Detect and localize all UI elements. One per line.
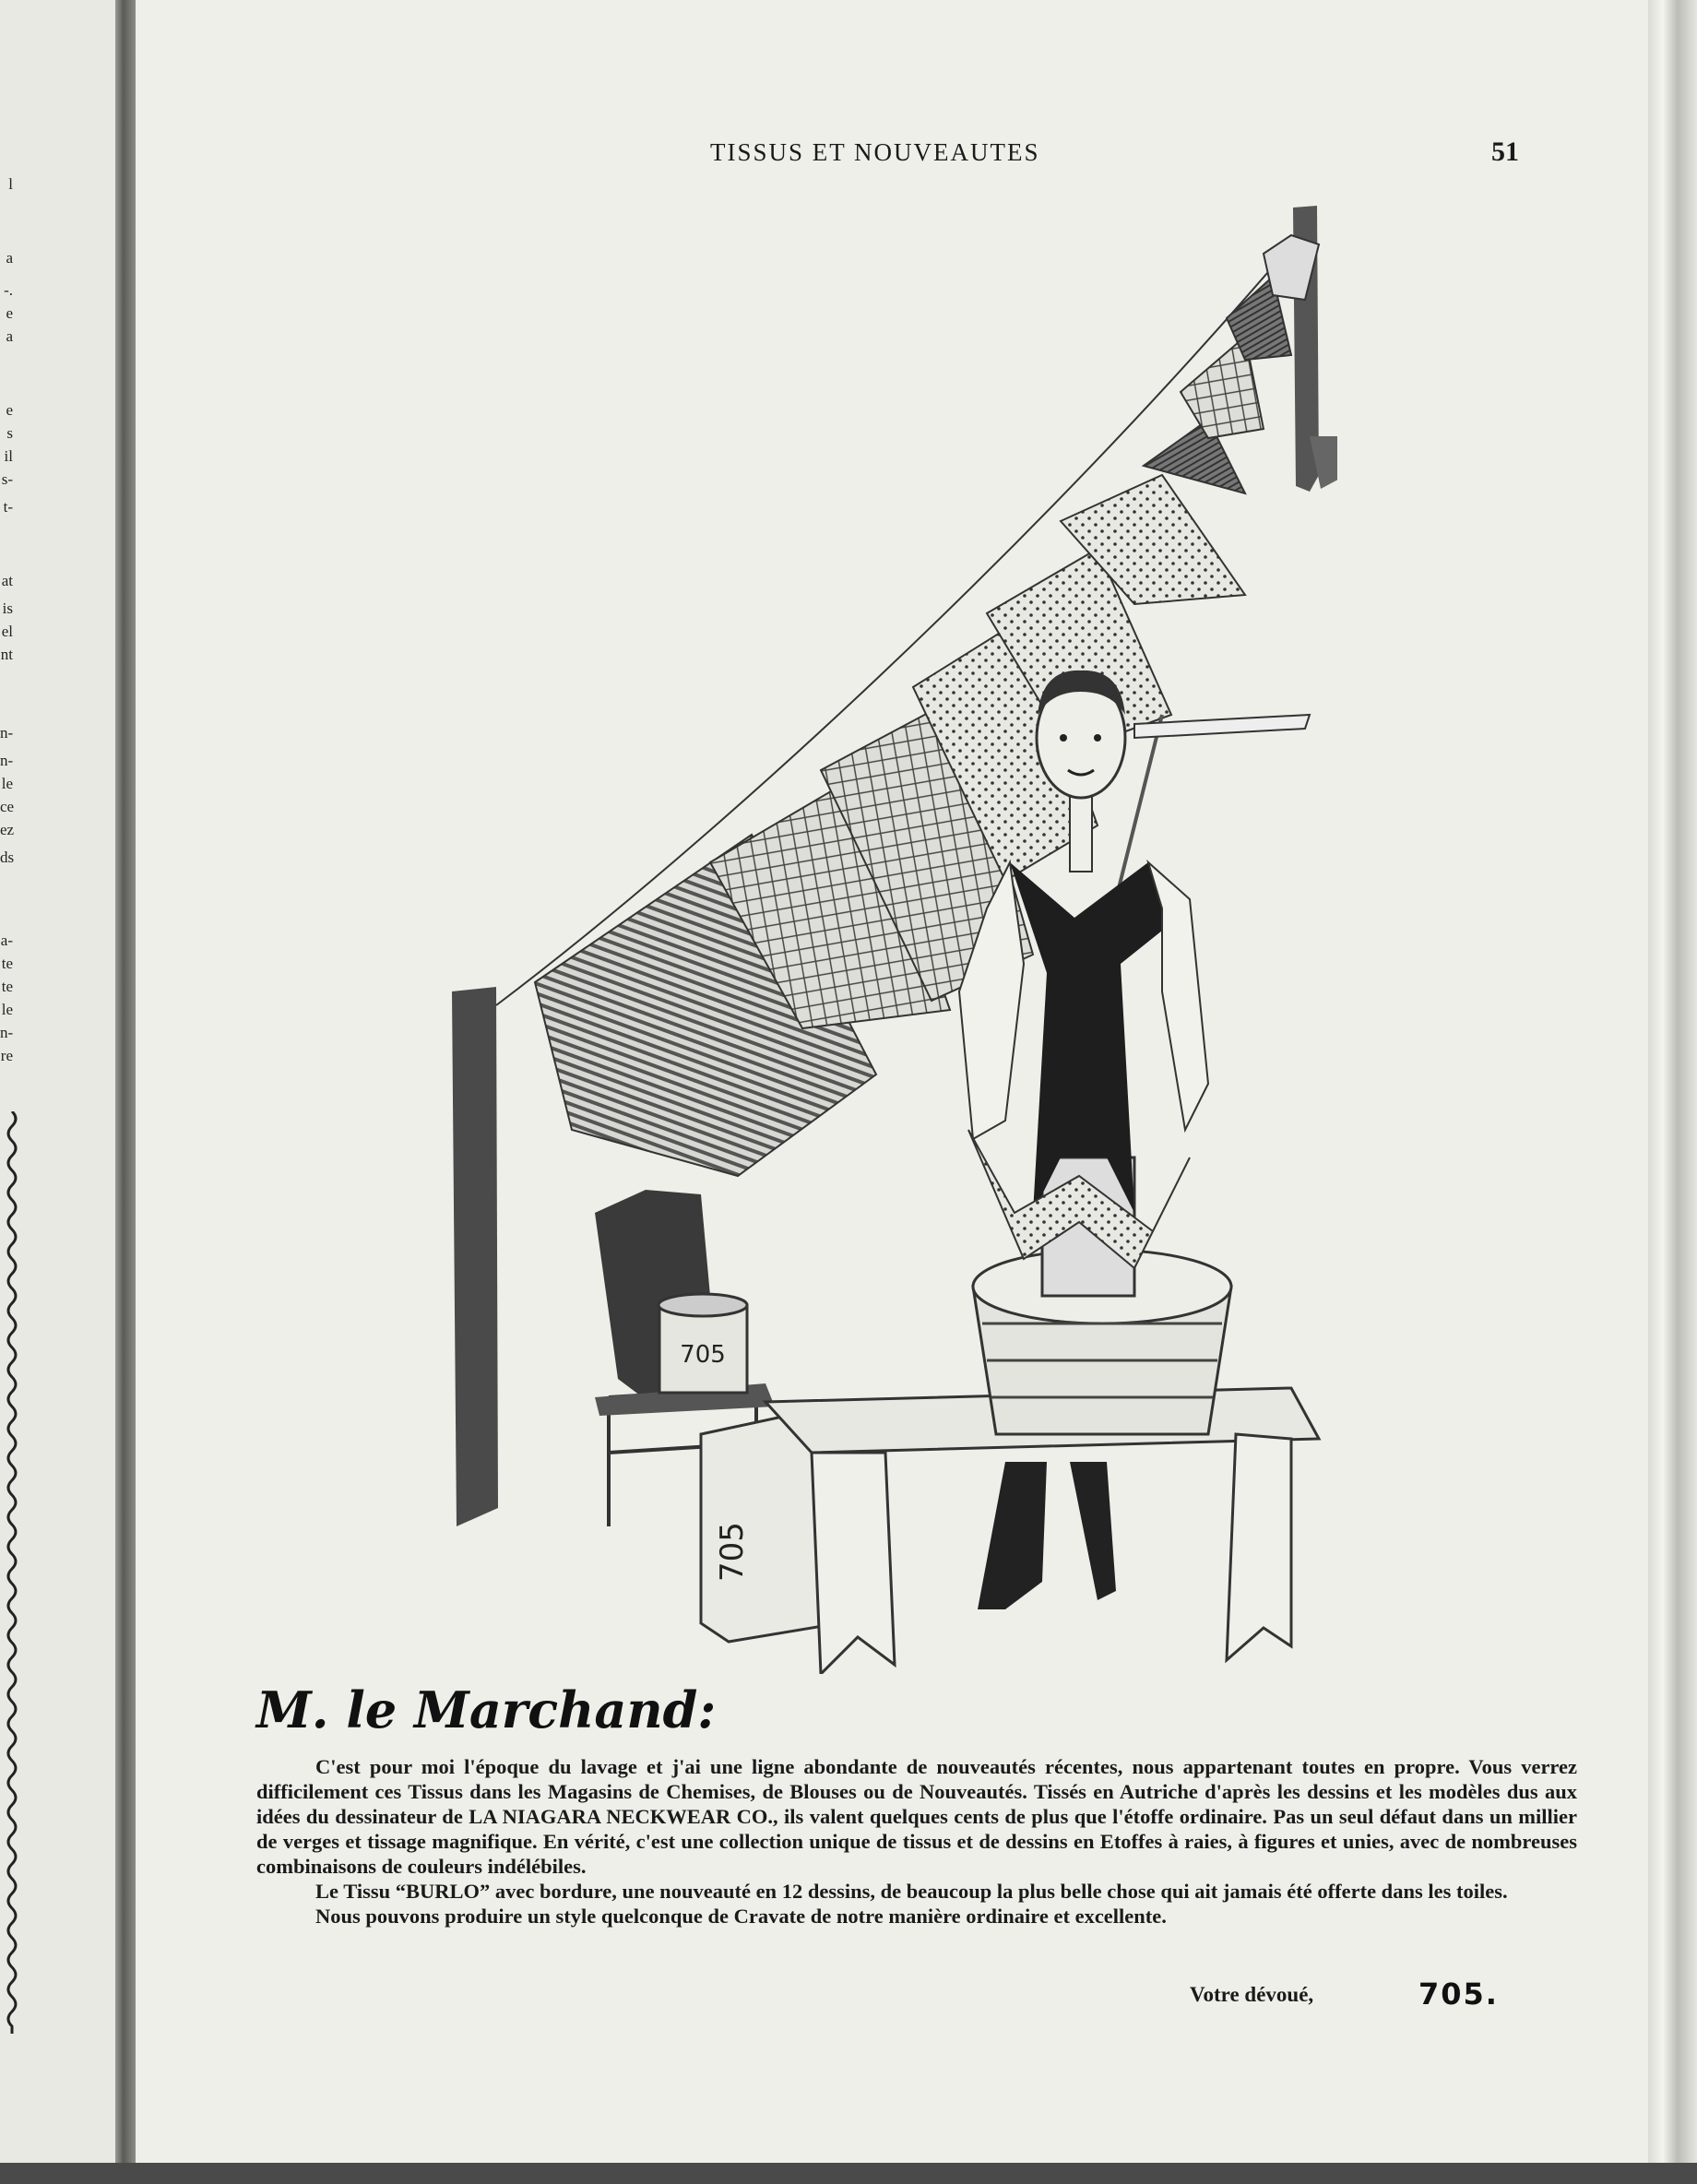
facing-page-fragment: a- [0, 932, 13, 949]
left-post [452, 987, 498, 1526]
laundry-illustration [433, 198, 1337, 1674]
facing-page [0, 0, 115, 2184]
facing-page-fragment: -. [4, 281, 13, 299]
facing-page-fragment: e [6, 401, 13, 419]
closing: Votre dévoué, [1190, 1983, 1314, 2006]
facing-page-fragment: ds [0, 849, 15, 866]
page-number: 51 [1491, 136, 1519, 167]
facing-page-fragment: te [1, 978, 13, 995]
page-edge [1648, 0, 1697, 2184]
signature: 705. [1418, 1976, 1499, 2012]
letter-paragraph: Nous pouvons produire un style quelconque de Cravate de notre manière ordinaire et excellente. [315, 1905, 1167, 1928]
facing-page-fragment: le [1, 1001, 13, 1018]
facing-page-fragment: n- [0, 752, 14, 769]
letter-paragraph: Le Tissu “BURLO” avec bordure, une nouveauté en 12 dessins, de beaucoup la plus belle chose qui ait jamais été offerte dans les toiles. [315, 1880, 1508, 1903]
decorative-border [4, 1111, 20, 2034]
salutation: M. le Marchand: [256, 1680, 717, 1739]
facing-page-fragment: n- [0, 1024, 14, 1041]
facing-page-fragment: t- [3, 498, 13, 516]
facing-page-fragment: n- [0, 724, 14, 742]
facing-page-fragment: s- [1, 470, 13, 488]
facing-page-fragment: el [1, 623, 13, 640]
facing-page-fragment: il [4, 447, 13, 465]
pail-label: 705 [680, 1341, 726, 1369]
running-title: TISSUS ET NOUVEAUTES [710, 138, 1040, 166]
book-gutter [115, 0, 136, 2184]
facing-page-fragment: l [8, 175, 13, 193]
facing-page-fragment: nt [0, 646, 13, 663]
facing-page-fragment: at [1, 572, 13, 589]
facing-page-fragment: ce [0, 798, 15, 815]
letter-paragraph: C'est pour moi l'époque du lavage et j'ai une ligne abondante de nouveautés récentes, nous appartenant toutes en propre. Vous verrez difficilement ces Tissus dans les Magasins de Chemises, de Blouses ou de Nouveautés. Tissés en Autriche d'après les dessins et les modèles dus aux idées du dessinateur de LA NIAGARA NECKWEAR CO., ils valent quelques cents de plus que l'étoffe ordinaire. Pas un seul défaut dans un millier de verges et tissage magnifique. En vérité, c'est une collection unique de tissus et de dessins en Etoffes à raies, à figures et unies, avec de nombreuses combinaisons de couleurs indélébiles. [256, 1755, 1577, 1878]
facing-page-fragment: e [6, 304, 13, 322]
facing-page-fragment: ez [0, 821, 15, 838]
letter-body [256, 1754, 1577, 1929]
facing-page-fragment: le [1, 775, 13, 792]
scan-bottom-edge [0, 2163, 1697, 2184]
facing-page-fragment: s [6, 424, 13, 442]
facing-page-fragment: is [2, 599, 13, 617]
facing-page-fragment: a [6, 249, 13, 267]
facing-page-fragment: a [6, 327, 13, 345]
facing-page-fragment: te [1, 955, 13, 972]
facing-page-fragment: re [0, 1047, 13, 1064]
suitcase-label: 705 [714, 1522, 751, 1582]
